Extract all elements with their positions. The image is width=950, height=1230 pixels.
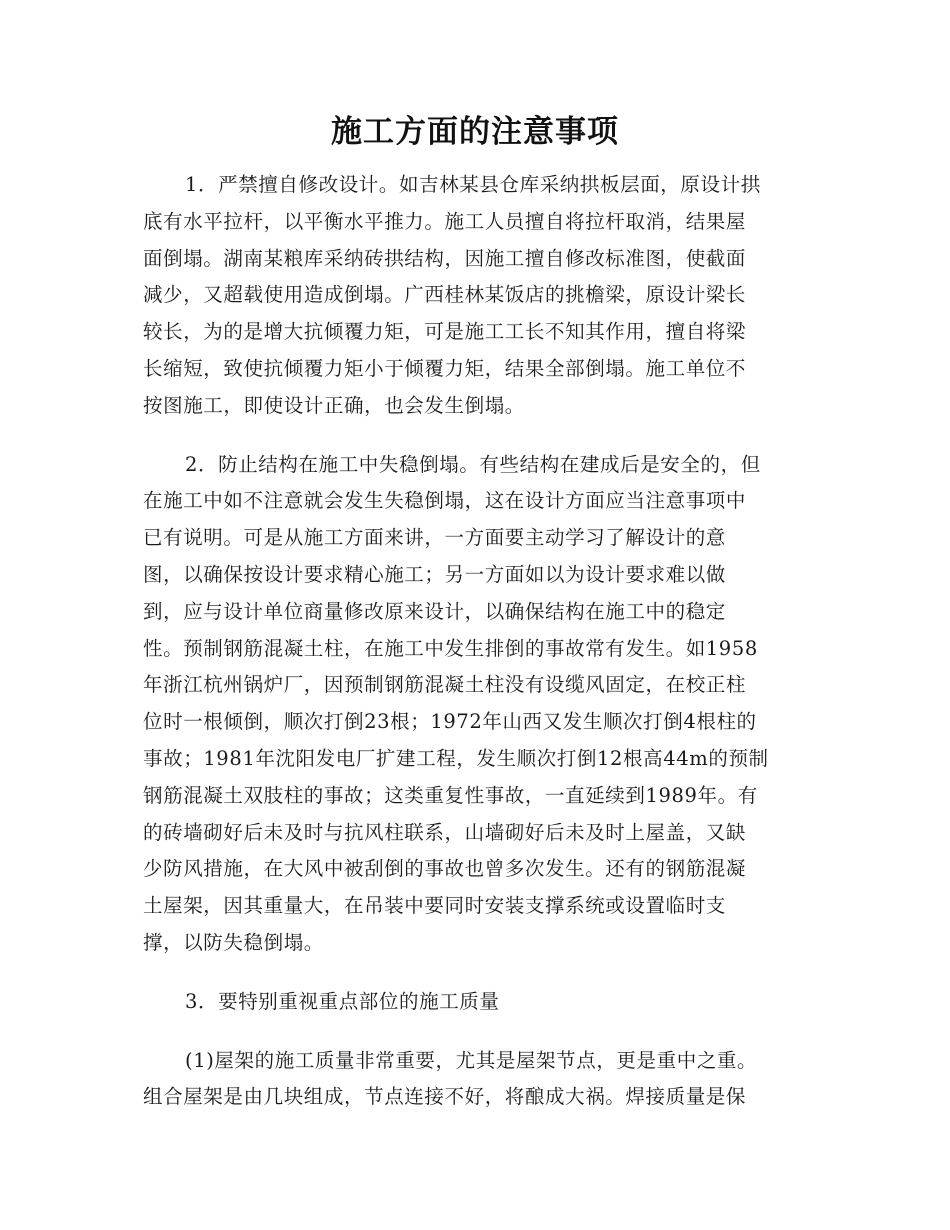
paragraph-4 [143, 1043, 808, 1117]
paragraph-line: 撑，以防失稳倒塌。 [143, 930, 324, 954]
paragraph-line: 少防风措施，在大风中被刮倒的事故也曾多次发生。还有的钢筋混凝 [143, 857, 747, 881]
paragraph-line: 底有水平拉杆，以平衡水平推力。施工人员擅自将拉杆取消，结果屋 [143, 209, 747, 233]
paragraph-line: 到，应与设计单位商量修改原来设计，以确保结构在施工中的稳定 [143, 599, 726, 623]
paragraph-line: 事故；1981年沈阳发电厂扩建工程，发生顺次打倒12根高44m的预制 [143, 746, 769, 770]
paragraph-line: 钢筋混凝土双肢柱的事故；这类重复性事故，一直延续到1989年。有 [143, 783, 758, 807]
paragraph-line: 长缩短，致使抗倾覆力矩小于倾覆力矩，结果全部倒塌。施工单位不 [143, 356, 747, 380]
paragraph-line: 按图施工，即使设计正确，也会发生倒塌。 [143, 393, 525, 417]
paragraph-line: 已有说明。可是从施工方面来讲，一方面要主动学习了解设计的意 [143, 526, 726, 550]
paragraph-2 [143, 447, 808, 962]
page-title: 施工方面的注意事项 [331, 114, 619, 150]
paragraph-line: 性。预制钢筋混凝土柱，在施工中发生排倒的事故常有发生。如1958 [143, 636, 758, 660]
paragraph-line: 组合屋架是由几块组成，节点连接不好，将酿成大祸。焊接质量是保 [143, 1085, 747, 1109]
paragraph-line: 面倒塌。湖南某粮库采纳砖拱结构，因施工擅自修改标准图，使截面 [143, 246, 747, 270]
section-heading-3 [143, 984, 808, 1021]
paragraph-line: 土屋架，因其重量大，在吊装中要同时安装支撑系统或设置临时支 [143, 894, 726, 918]
paragraph-line: 较长，为的是增大抗倾覆力矩，可是施工工长不知其作用，擅自将梁 [143, 320, 747, 344]
paragraph-line: (1)屋架的施工质量非常重要，尤其是屋架节点，更是重中之重。 [185, 1048, 758, 1072]
paragraph-line: 2．防止结构在施工中失稳倒塌。有些结构在建成后是安全的，但 [185, 452, 761, 476]
paragraph-line: 图，以确保按设计要求精心施工；另一方面如以为设计要求难以做 [143, 562, 726, 586]
paragraph-line: 年浙江杭州锅炉厂，因预制钢筋混凝土柱没有设缆风固定，在校正柱 [143, 673, 747, 697]
paragraph-line: 的砖墙砌好后未及时与抗风柱联系，山墙砌好后未及时上屋盖，又缺 [143, 820, 747, 844]
paragraph-line: 1．严禁擅自修改设计。如吉林某县仓库采纳拱板层面，原设计拱 [185, 173, 761, 196]
paragraph-line: 在施工中如不注意就会发生失稳倒塌，这在设计方面应当注意事项中 [143, 489, 747, 513]
paragraph-line: 减少，又超载使用造成倒塌。广西桂林某饭店的挑檐梁，原设计梁长 [143, 283, 747, 307]
paragraph-line: 3．要特别重视重点部位的施工质量 [185, 989, 500, 1013]
paragraph-1 [143, 167, 808, 425]
paragraph-line: 位时一根倾倒，顺次打倒23根；1972年山西又发生顺次打倒4根柱的 [143, 710, 757, 734]
document-body [143, 167, 808, 1138]
